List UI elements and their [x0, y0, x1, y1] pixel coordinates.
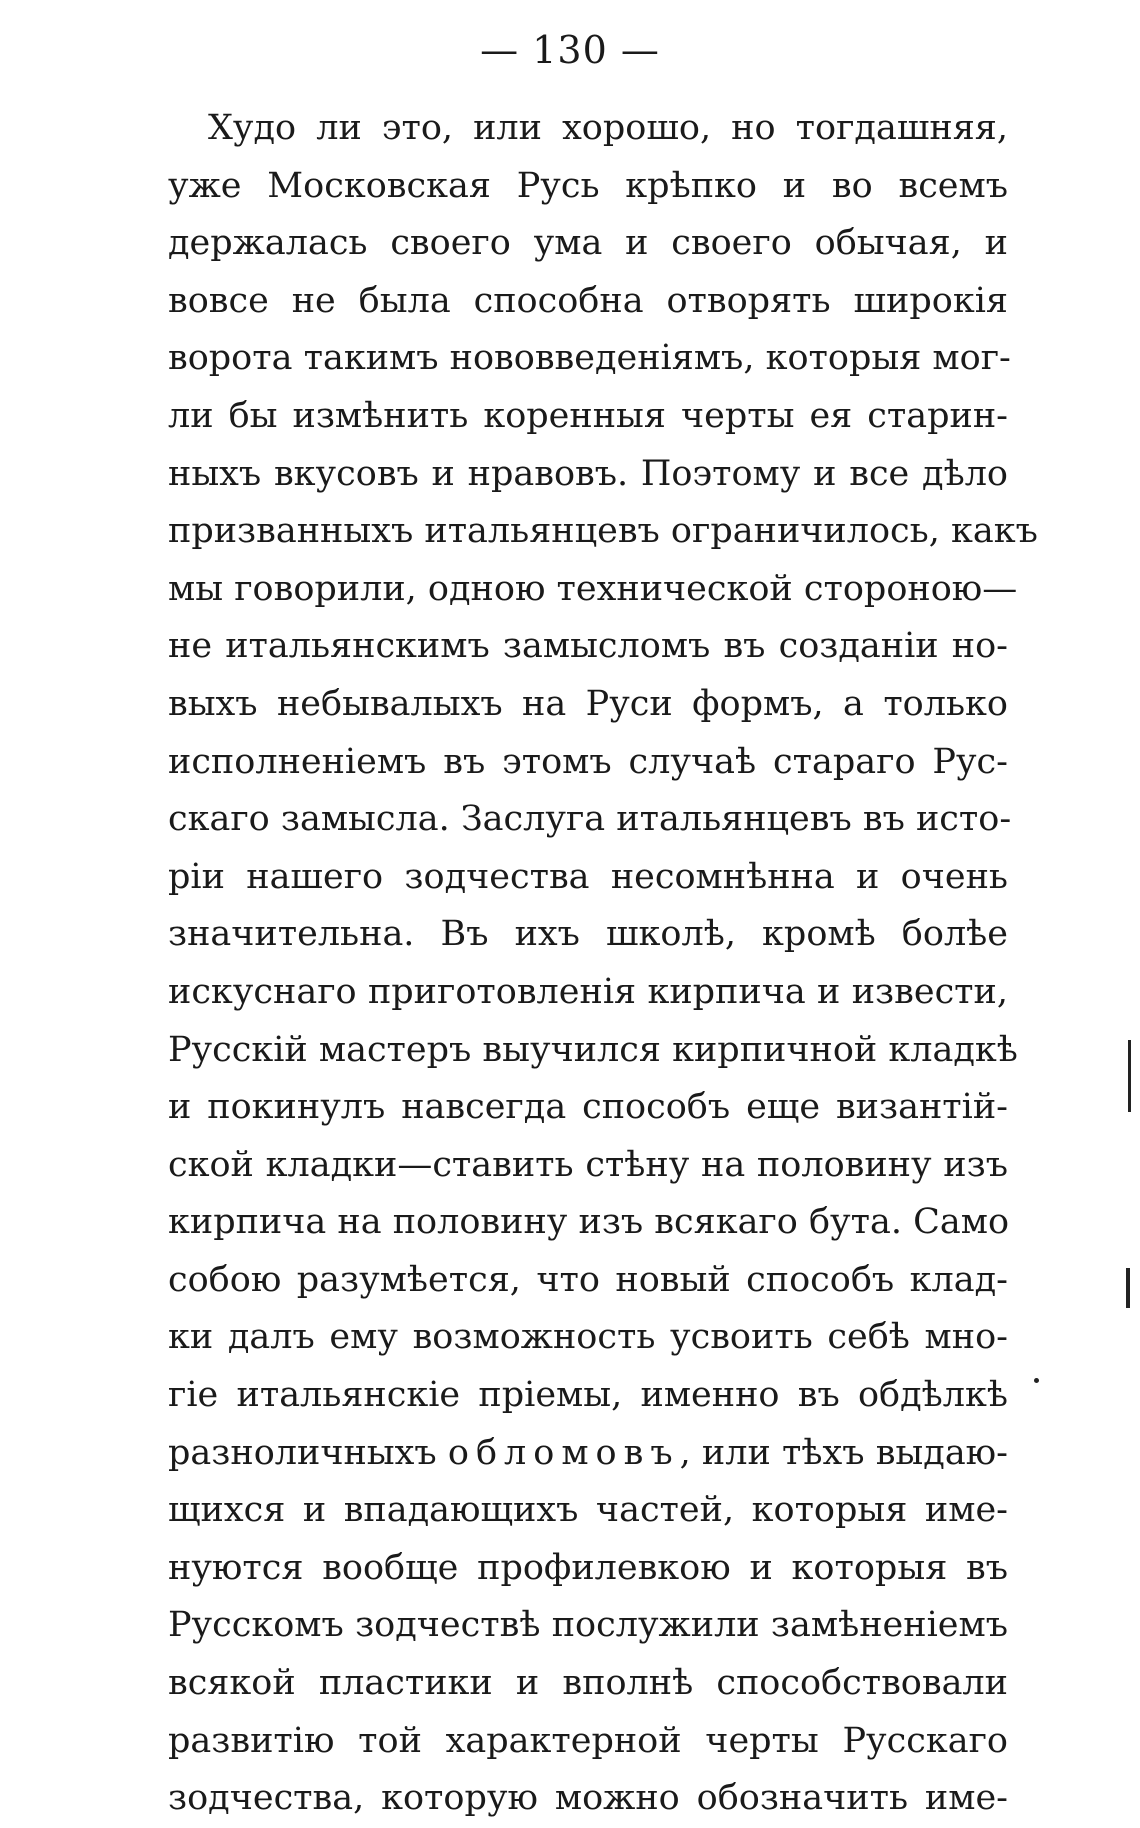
text-line: значительна. Въ ихъ школѣ, кромѣ болѣе: [168, 914, 1008, 955]
text-line: скаго замысла. Заслуга итальянцевъ въ исто-: [168, 799, 1012, 840]
text-line: уже Московская Русь крѣпко и во всемъ: [168, 165, 1008, 206]
body-text: [168, 100, 1038, 1828]
text-line: ворота такимъ нововведеніямъ, которыя мог-: [168, 338, 1011, 379]
text-line: вовсе не была способна отворять широкія: [168, 280, 1008, 321]
text-segment: , или тѣхъ выдаю-: [679, 1432, 1008, 1473]
text-line-composite: [168, 1425, 1008, 1483]
scan-edge-mark: [1128, 1040, 1131, 1112]
text-line: мы говорили, одною технической стороною—: [168, 568, 1018, 609]
text-line: зодчества, которую можно обозначить име-: [168, 1778, 1008, 1819]
text-line: ріи нашего зодчества несомнѣнна и очень: [168, 856, 1008, 897]
spaced-emphasis-word: обломовъ: [447, 1432, 680, 1473]
text-line: Русскомъ зодчествѣ послужили замѣненіемъ: [168, 1605, 1008, 1646]
text-line: искуснаго приготовленія кирпича и извести,: [168, 971, 1008, 1012]
text-line: нуются вообще профилевкою и которыя въ: [168, 1547, 1008, 1588]
text-line: собою разумѣется, что новый способъ клад-: [168, 1259, 1008, 1300]
text-line: развитію той характерной черты Русскаго: [168, 1720, 1008, 1761]
page-number: — 130 —: [480, 28, 660, 72]
text-line: кирпича на половину изъ всякаго бута. Само: [168, 1202, 1010, 1243]
text-line: Русскій мастеръ выучился кирпичной кладкѣ: [168, 1029, 1018, 1070]
text-line: и покинулъ навсегда способъ еще византій-: [168, 1087, 1008, 1128]
text-line: исполненіемъ въ этомъ случаѣ стараго Рус-: [168, 741, 1008, 782]
text-line: ли бы измѣнить коренныя черты ея старин-: [168, 395, 1008, 436]
text-line: выхъ небывалыхъ на Руси формъ, а только: [168, 683, 1008, 724]
text-segment: разноличныхъ: [168, 1432, 437, 1473]
text-line: держалась своего ума и своего обычая, и: [168, 223, 1008, 264]
text-line: призванныхъ итальянцевъ ограничилось, какъ: [168, 511, 1038, 552]
text-line: щихся и впадающихъ частей, которыя име-: [168, 1490, 1008, 1531]
text-line: гіе итальянскіе пріемы, именно въ обдѣлкѣ: [168, 1375, 1008, 1416]
text-line: ской кладки—ставить стѣну на половину изъ: [168, 1144, 1008, 1185]
text-line: не итальянскимъ замысломъ въ созданіи но-: [168, 626, 1008, 667]
scan-edge-mark: [1126, 1268, 1130, 1308]
text-line: ныхъ вкусовъ и нравовъ. Поэтому и все дѣло: [168, 453, 1008, 494]
text-line: ки далъ ему возможность усвоить себѣ мно-: [168, 1317, 1008, 1358]
scan-dot: [1034, 1378, 1039, 1383]
text-line: Худо ли это, или хорошо, но тогдашняя,: [208, 108, 1008, 148]
text-line: всякой пластики и вполнѣ способствовали: [168, 1663, 1008, 1704]
